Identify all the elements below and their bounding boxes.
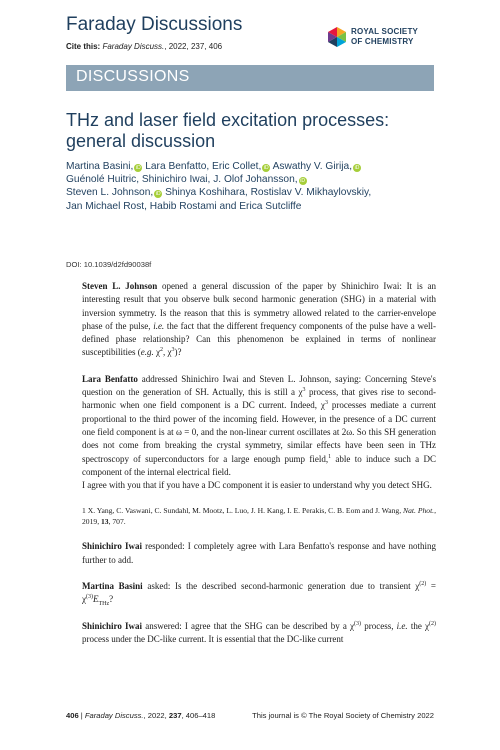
orcid-icon[interactable]: iD bbox=[155, 191, 161, 198]
article-body bbox=[82, 280, 436, 646]
paragraph: I agree with you that if you have a DC component it is easier to understand why you detect SHG. bbox=[82, 480, 432, 491]
paragraph: Martina Basini asked: Is the described second-harmonic generation due to transient $\chi^{(2)} = \chi^{(3)}E_{THz}$? bbox=[82, 581, 436, 608]
rsc-logo-icon bbox=[326, 26, 348, 48]
article-title: THz and laser field excitation processes: general discussion bbox=[66, 110, 390, 151]
paragraph: Shinichiro Iwai answered: I agree that the SHG can be described by a $\chi^{(3)}$ process, i.e. the $\chi^{(2)}$ process under the DC-like current. It is essential that the DC-like current bbox=[82, 620, 436, 644]
orcid-icon[interactable]: iD bbox=[354, 165, 360, 171]
paragraph: Shinichiro Iwai responded: I completely agree with Lara Benfatto's response and have nothing further to add. bbox=[82, 541, 437, 565]
orcid-icon[interactable]: iD bbox=[263, 165, 269, 171]
publisher-name: ROYAL SOCIETY OF CHEMISTRY bbox=[351, 27, 419, 46]
author-list: Martina Basini, iD Lara Benfatto, Eric Collet, iD Aswathy V. Girija, iD Guénolé Huitric, Shinichiro Iwai, J. Olof Johansson, iD Steven L. Johnson, iD Shinya Koshihara, Rostislav V. Mikhaylovskiy, Jan Michael Rost, Habib Rostami and Erica Sutcliffe bbox=[66, 161, 372, 212]
journal-name: Faraday Discussions bbox=[66, 14, 243, 35]
copyright-line: This journal is © The Royal Society of Chemistry 2022 bbox=[252, 711, 434, 720]
reference-entry: 1 X. Yang, C. Vaswani, C. Sundahl, M. Mootz, L. Luo, J. H. Kang, I. E. Perakis, C. B. Eom and J. Wang, Nat. Phot., 2019, 13, 707. bbox=[82, 506, 436, 527]
page-number: 406 | Faraday Discuss., 2022, 237, 406–418 bbox=[66, 711, 216, 720]
paragraph: Steven L. Johnson opened a general discussion of the paper by Shinichiro Iwai: It is an interesting result that you observe bulk second harmonic generation (SHG) in a material with inversion symmetry. Is the reason that this is symmetry allowed related to the carrier-envelope phase of the pulse, i.e. the fact that the different frequency components of the pulse have a well-defined phase relationship? Can this phenomenon be explained in terms of nonlinear susceptibilities (e.g. $\chi^2$, $\chi^3$)? bbox=[82, 281, 436, 358]
reference-link[interactable]: 1 bbox=[328, 453, 332, 460]
orcid-icon[interactable]: iD bbox=[300, 178, 305, 185]
paragraph: Lara Benfatto addressed Shinichiro Iwai and Steven L. Johnson, saying: Concerning Steve's question on the generation of SH. Actually, this is still a $\chi^3$ process, that gives rise to second-harmonic when one field component is a DC current. Indeed, $\chi^3$ processes mediate a current proportional to the third power of the incoming field. However, in the presence of a DC current one field component is at ω = 0, and the non-linear current oscillates at 2ω. So this SH generation does not come from breaking the crystal symmetry, similar effects have been seen in THz spectroscopy of superconductors for a large enough pump field,$^1$ able to induce such a DC component of the internal electrical field. bbox=[82, 373, 437, 477]
section-banner: DISCUSSIONS bbox=[66, 65, 434, 91]
cite-line: Cite this: Faraday Discuss., 2022, 237, 406 bbox=[66, 42, 223, 51]
orcid-icon[interactable]: iD bbox=[136, 165, 141, 171]
publisher-logo bbox=[326, 26, 436, 52]
page-footer bbox=[66, 711, 434, 720]
doi[interactable]: DOI: 10.1039/d2fd90038f bbox=[66, 260, 152, 269]
